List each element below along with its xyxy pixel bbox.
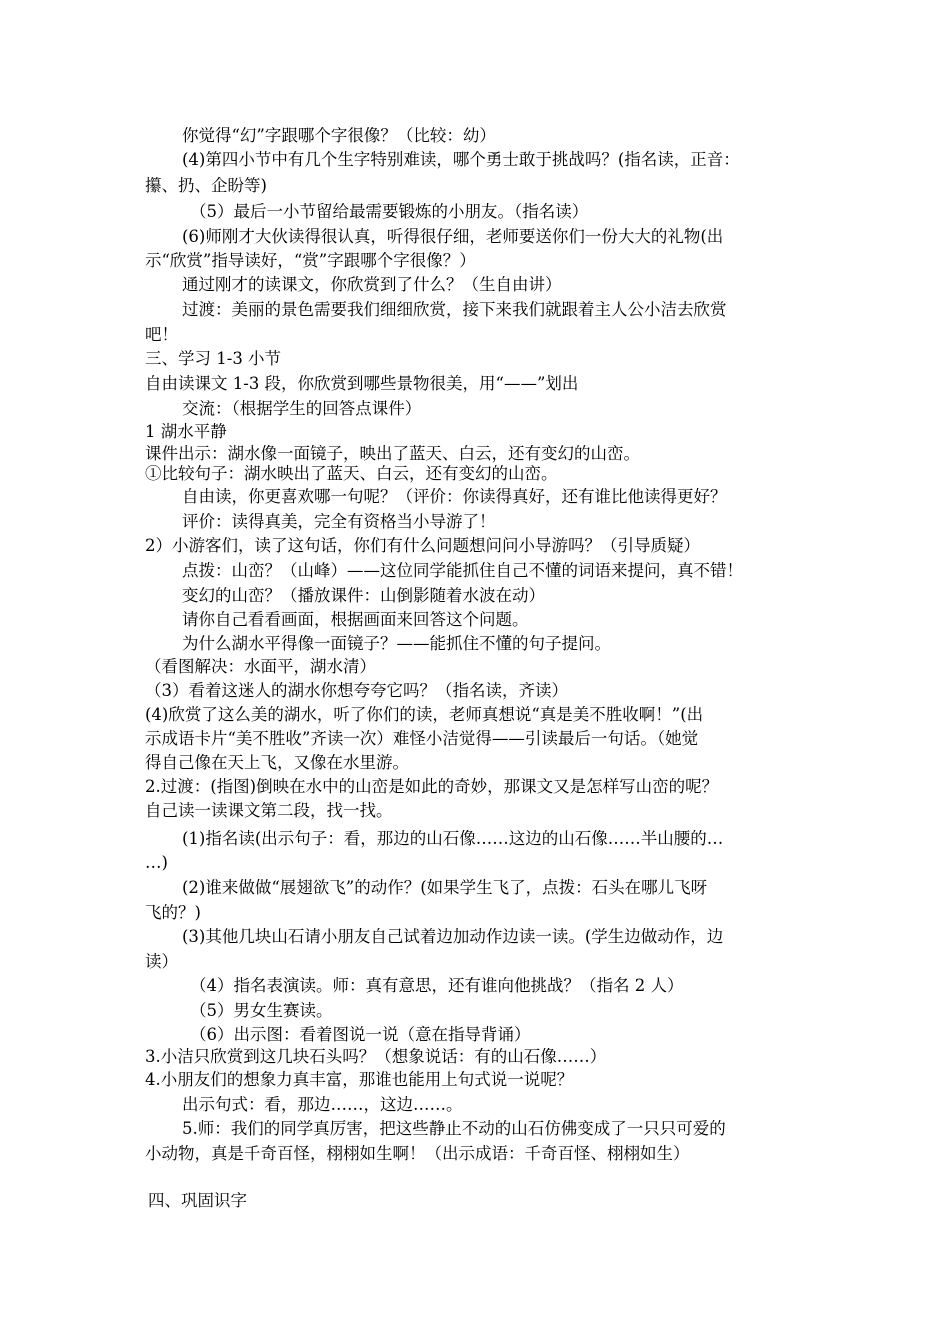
text-line: 吧！ xyxy=(145,325,178,344)
text-line: 自己读一读课文第二段，找一找。 xyxy=(145,801,393,820)
text-line: (4)第四小节中有几个生字特别难读，哪个勇士敢于挑战吗？(指名读，正音： xyxy=(182,150,740,169)
text-line: （6）出示图：看着图说一说（意在指导背诵） xyxy=(190,1025,531,1044)
text-line: 5.师：我们的同学真厉害，把这些静止不动的山石仿佛变成了一只只可爱的 xyxy=(182,1119,726,1138)
text-line: (3)其他几块山石请小朋友自己试着边加动作边读一读。(学生边做动作，边 xyxy=(182,927,724,946)
text-line: 变幻的山峦？（播放课件：山倒影随着水波在动） xyxy=(182,586,545,605)
section-heading: 四、巩固识字 xyxy=(148,1191,247,1210)
text-line: 示成语卡片“美不胜收”齐读一次）难怪小洁觉得——引读最后一句话。（她觉 xyxy=(145,729,699,748)
text-line: 小动物，真是千奇百怪，栩栩如生啊！（出示成语：千奇百怪、栩栩如生） xyxy=(145,1144,690,1163)
text-line: 3.小洁只欣赏到这几块石头吗？（想象说话：有的山石像……） xyxy=(145,1047,607,1066)
text-line: (2)谁来做做“展翅欲飞”的动作？(如果学生飞了，点拨：石头在哪儿飞呀 xyxy=(182,878,708,897)
text-line: （3）看着这迷人的湖水你想夸夸它吗？（指名读，齐读） xyxy=(145,681,568,700)
text-line: 点拨：山峦？（山峰）——这位同学能抓住自己不懂的词语来提问，真不错！ xyxy=(182,561,743,580)
text-line: 课件出示：湖水像一面镜子，映出了蓝天、白云，还有变幻的山峦。 xyxy=(145,444,640,463)
text-line: 评价：读得真美，完全有资格当小导游了！ xyxy=(182,512,496,531)
text-line: （5）最后一小节留给最需要锻炼的小朋友。（指名读） xyxy=(190,202,589,221)
text-line: 你觉得“幻”字跟哪个字很像？（比较：幼） xyxy=(182,126,496,145)
text-line: …) xyxy=(145,853,168,872)
text-line: (6)师刚才大伙读得很认真，听得很仔细，老师要送你们一份大大的礼物(出 xyxy=(182,227,724,246)
text-line: 交流：（根据学生的回答点课件） xyxy=(182,399,422,418)
text-line: 2）小游客们，读了这句话，你们有什么问题想问问小导游吗？（引导质疑） xyxy=(145,536,700,555)
text-line: (4)欣赏了这么美的湖水，听了你们的读，老师真想说“真是美不胜收啊！”(出 xyxy=(145,705,704,724)
text-line: 通过刚才的读课文，你欣赏到了什么？（生自由讲） xyxy=(182,275,562,294)
text-line: 2.过渡：(指图)倒映在水中的山峦是如此的奇妙，那课文又是怎样写山峦的呢？ xyxy=(145,777,719,796)
text-line: 为什么湖水平得像一面镜子？——能抓住不懂的句子提问。 xyxy=(182,634,611,653)
text-line: 飞的？) xyxy=(145,903,201,922)
text-line: 读） xyxy=(145,952,178,971)
text-line: 自由读，你更喜欢哪一句呢？（评价：你读得真好，还有谁比他读得更好？ xyxy=(182,487,727,506)
text-line: （5）男女生赛读。 xyxy=(190,1001,333,1020)
text-line: ①比较句子：湖水映出了蓝天、白云，还有变幻的山峦。 xyxy=(145,464,558,483)
text-line: (1)指名读(出示句子：看，那边的山石像……这边的山石像……半山腰的… xyxy=(182,829,724,848)
text-line: （4）指名表演读。师：真有意思，还有谁向他挑战？（指名 2 人） xyxy=(190,976,684,995)
text-line: 出示句式：看，那边……，这边……。 xyxy=(182,1095,463,1114)
text-line: （看图解决：水面平，湖水清） xyxy=(145,657,376,676)
text-line: 攥、扔、企盼等) xyxy=(145,176,267,195)
text-line: 过渡：美丽的景色需要我们细细欣赏，接下来我们就跟着主人公小洁去欣赏 xyxy=(182,300,727,319)
text-line: 4.小朋友们的想象力真丰富，那谁也能用上句式说一说呢？ xyxy=(145,1070,574,1089)
section-heading: 三、学习 1-3 小节 xyxy=(145,349,282,368)
text-line: 请你自己看看画面，根据画面来回答这个问题。 xyxy=(182,610,529,629)
text-line: 自由读课文 1-3 段，你欣赏到哪些景物很美，用“——”划出 xyxy=(145,374,579,393)
text-line: 1 湖水平静 xyxy=(145,422,227,441)
text-line: 得自己像在天上飞，又像在水里游。 xyxy=(145,753,409,772)
text-line: 示“欣赏”指导读好，“赏”字跟哪个字很像？） xyxy=(145,251,476,270)
